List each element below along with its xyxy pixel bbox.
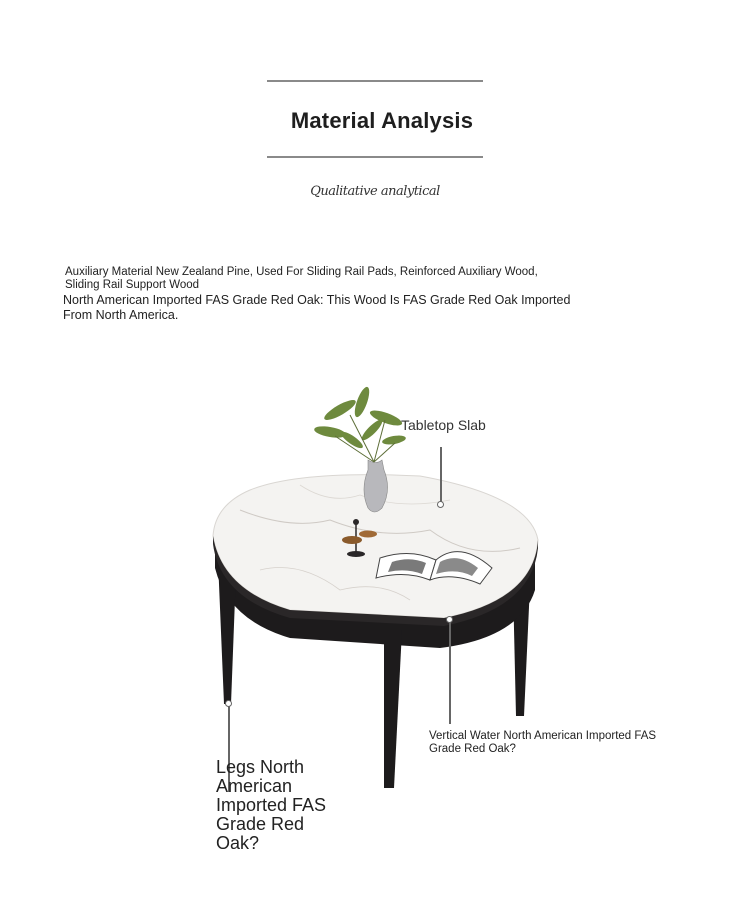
script-subtitle: Qualitative analytical [310,184,440,199]
vase [364,460,388,512]
front-right-leg [384,630,402,788]
plant [313,385,406,450]
tabletop-callout-line [440,447,442,503]
auxiliary-material-text: Auxiliary Material New Zealand Pine, Used For Sliding Rail Pads, Reinforced Auxiliary Wood, Sliding Rail Support Wood [65,266,538,291]
red-oak-text: North American Imported FAS Grade Red Oak: This Wood Is FAS Grade Red Oak Imported From North America. [63,293,571,322]
page-title: Material Analysis [290,108,474,133]
tabletop-callout-dot [437,501,444,508]
vertical-callout-line [449,620,451,724]
vertical-label: Vertical Water North American Imported FAS Grade Red Oak? [429,730,657,755]
tabletop-label: Tabletop Slab [401,417,486,433]
legs-label: Legs North American Imported FAS Grade Red Oak? [216,757,327,853]
vertical-callout-dot [446,616,453,623]
legs-callout-dot [225,700,232,707]
